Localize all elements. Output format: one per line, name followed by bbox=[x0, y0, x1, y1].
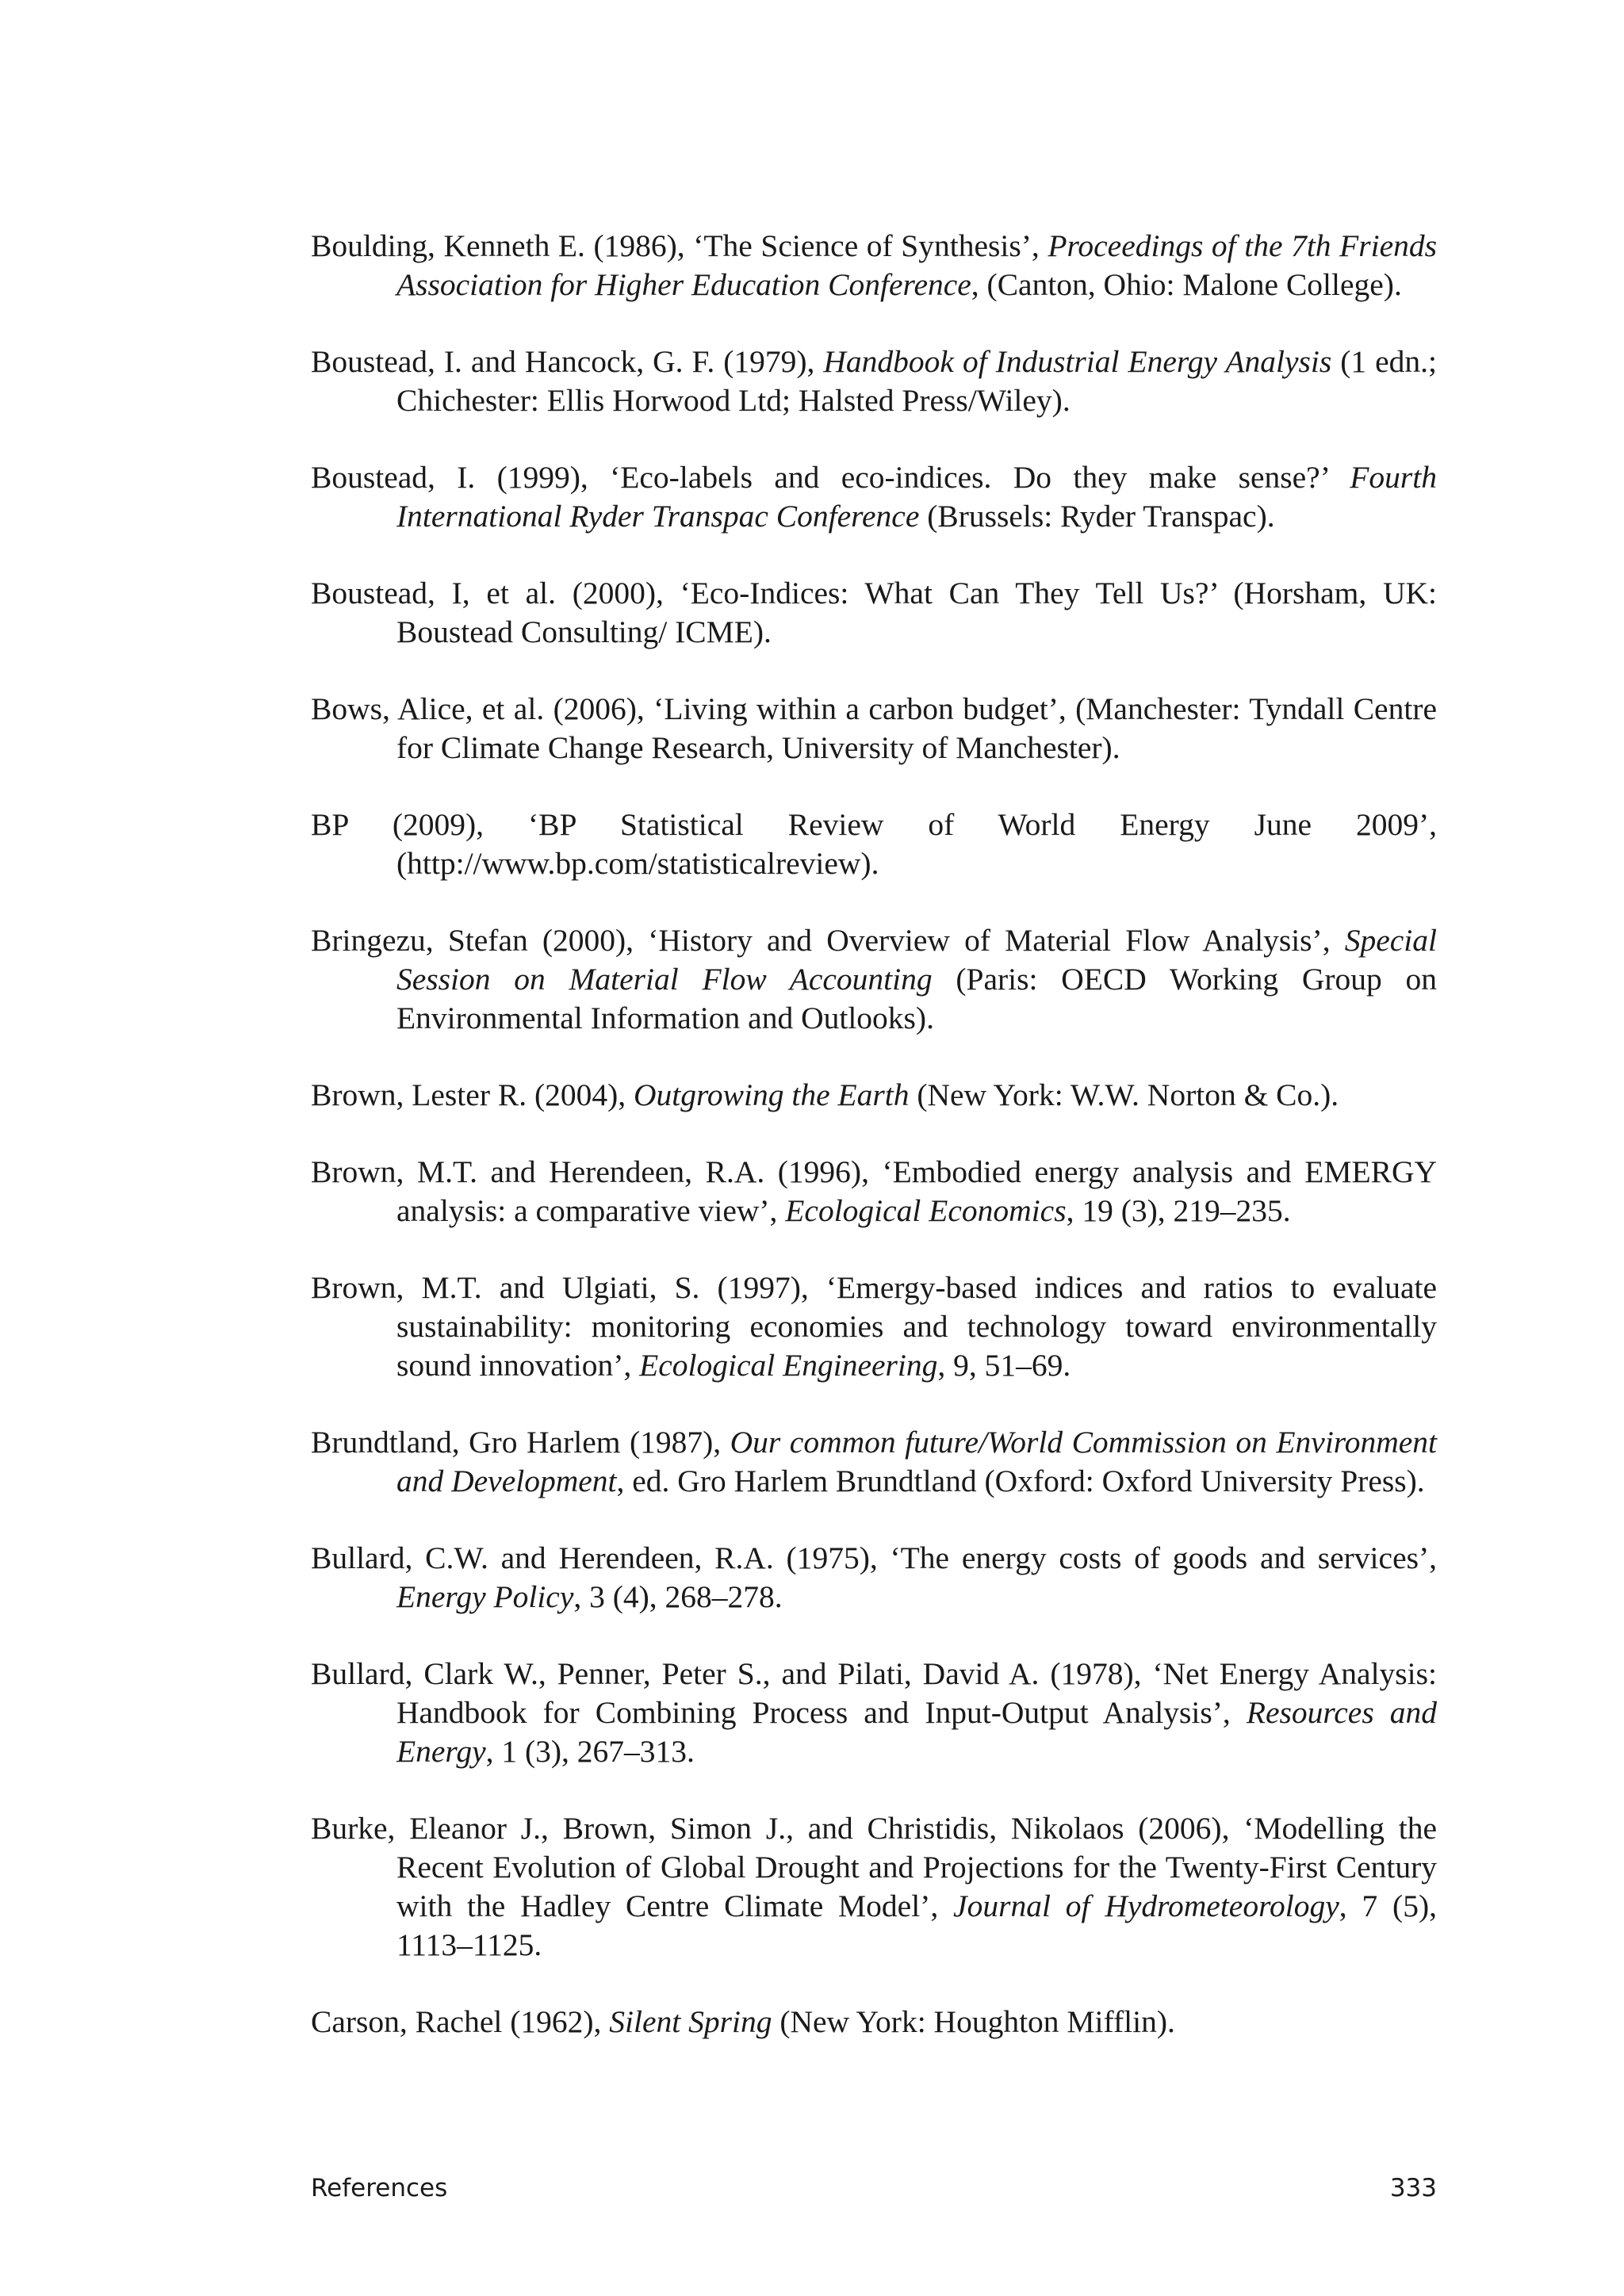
reference-text: BP (2009), ‘BP Statistical Review of World Energy June 2009’, (http://www.bp.com/statisticalreview). bbox=[311, 807, 1437, 881]
reference-text: Burke, Eleanor J., Brown, Simon J., and Christidis, Nikolaos (2006), ‘Modelling the Recent Evolution of Global Drought and Projections for the Twenty-First Century with the Hadley Centre Climate Model’, bbox=[311, 1811, 1437, 1923]
reference-text: , 7 (5), 1113–1125. bbox=[396, 1888, 1437, 1962]
reference-title-italic: Handbook of Industrial Energy Analysis bbox=[823, 344, 1332, 379]
reference-text: Bullard, Clark W., Penner, Peter S., and Pilati, David A. (1978), ‘Net Energy Analysis: Handbook for Combining Process and Input-Output Analysis’, bbox=[311, 1656, 1437, 1730]
reference-entry bbox=[311, 1809, 1437, 1965]
reference-text: Boustead, I. and Hancock, G. F. (1979), bbox=[311, 344, 824, 379]
footer-section-title: References bbox=[311, 2174, 448, 2202]
reference-text: , 19 (3), 219–235. bbox=[1066, 1193, 1291, 1228]
reference-text: Brown, Lester R. (2004), bbox=[311, 1077, 634, 1112]
reference-entry bbox=[311, 690, 1437, 767]
reference-title-italic: Our common future/World Commission on Environment and Development bbox=[396, 1425, 1437, 1498]
reference-text: , (Canton, Ohio: Malone College). bbox=[971, 267, 1402, 302]
reference-text: , 9, 51–69. bbox=[937, 1348, 1071, 1383]
reference-text: Bringezu, Stefan (2000), ‘History and Overview of Material Flow Analysis’, bbox=[311, 923, 1345, 958]
reference-title-italic: Energy Policy bbox=[396, 1579, 574, 1614]
reference-title-italic: Resources and Energy bbox=[396, 1695, 1438, 1769]
reference-entry bbox=[311, 2003, 1437, 2042]
reference-entry bbox=[311, 227, 1437, 304]
reference-text: Boulding, Kenneth E. (1986), ‘The Science of Synthesis’, bbox=[311, 228, 1048, 263]
reference-title-italic: Special Session on Material Flow Accounting bbox=[396, 923, 1437, 997]
reference-title-italic: Fourth International Ryder Transpac Conference bbox=[396, 460, 1437, 534]
reference-entry bbox=[311, 1153, 1437, 1230]
reference-entry bbox=[311, 342, 1437, 420]
reference-text: , 3 (4), 268–278. bbox=[573, 1579, 783, 1614]
reference-text: Bullard, C.W. and Herendeen, R.A. (1975), ‘The energy costs of goods and services’, bbox=[311, 1540, 1437, 1575]
reference-entry bbox=[311, 1423, 1437, 1501]
reference-text: (New York: Houghton Mifflin). bbox=[772, 2004, 1175, 2039]
reference-text: Brown, M.T. and Herendeen, R.A. (1996), ‘Embodied energy analysis and EMERGY analysis: a comparative view’, bbox=[311, 1154, 1437, 1228]
reference-entry bbox=[311, 921, 1437, 1038]
reference-title-italic: Ecological Economics bbox=[785, 1193, 1067, 1228]
reference-text: (Paris: OECD Working Group on Environmental Information and Outlooks). bbox=[396, 962, 1438, 1035]
reference-text: Carson, Rachel (1962), bbox=[311, 2004, 610, 2039]
reference-title-italic: Ecological Engineering bbox=[639, 1348, 938, 1383]
reference-text: (New York: W.W. Norton & Co.). bbox=[909, 1077, 1339, 1112]
reference-title-italic: Journal of Hydrometeorology bbox=[953, 1888, 1339, 1923]
reference-text: , 1 (3), 267–313. bbox=[485, 1734, 695, 1769]
reference-title-italic: Outgrowing the Earth bbox=[634, 1077, 910, 1112]
reference-list bbox=[311, 227, 1437, 2080]
reference-entry bbox=[311, 1076, 1437, 1115]
reference-entry bbox=[311, 1655, 1437, 1771]
reference-text: (Brussels: Ryder Transpac). bbox=[919, 499, 1275, 534]
reference-text: Brundtland, Gro Harlem (1987), bbox=[311, 1425, 730, 1460]
reference-text: Bows, Alice, et al. (2006), ‘Living within a carbon budget’, (Manchester: Tyndall Centre for Climate Change Research, University of Manchester). bbox=[311, 691, 1437, 765]
reference-entry bbox=[311, 574, 1437, 652]
reference-entry bbox=[311, 1539, 1437, 1617]
reference-text: , ed. Gro Harlem Brundtland (Oxford: Oxford University Press). bbox=[616, 1464, 1425, 1498]
reference-text: Boustead, I, et al. (2000), ‘Eco-Indices: What Can They Tell Us?’ (Horsham, UK: Boustead Consulting/ ICME). bbox=[311, 576, 1437, 649]
reference-text: Brown, M.T. and Ulgiati, S. (1997), ‘Emergy-based indices and ratios to evaluate sustainability: monitoring economies and technology toward environmentally sound innovation’, bbox=[311, 1270, 1437, 1383]
reference-text: Boustead, I. (1999), ‘Eco-labels and eco-indices. Do they make sense?’ bbox=[311, 460, 1350, 495]
reference-text: (1 edn.; Chichester: Ellis Horwood Ltd; Halsted Press/Wiley). bbox=[396, 344, 1437, 418]
reference-entry bbox=[311, 1269, 1437, 1385]
reference-entry bbox=[311, 458, 1437, 536]
reference-title-italic: Proceedings of the 7th Friends Association for Higher Education Conference bbox=[396, 228, 1438, 302]
page-number: 333 bbox=[1389, 2174, 1437, 2202]
reference-entry bbox=[311, 806, 1437, 883]
reference-title-italic: Silent Spring bbox=[609, 2004, 772, 2039]
